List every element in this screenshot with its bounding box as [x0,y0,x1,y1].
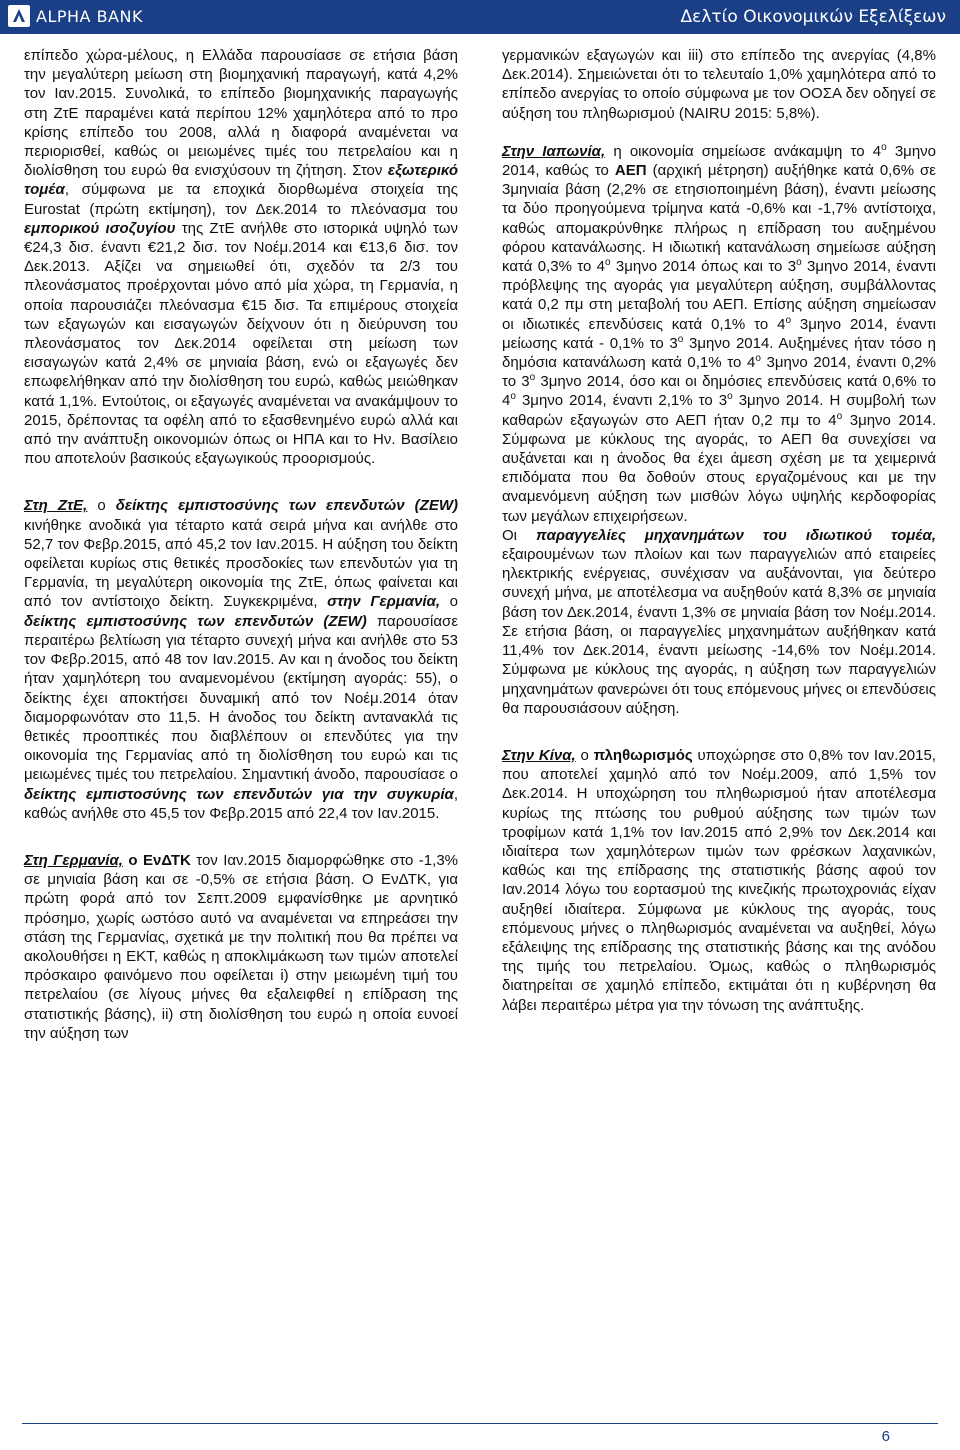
right-column [502,46,936,1015]
alpha-bank-logo-icon [8,5,30,27]
paragraph-japan-orders: Οι παραγγελίες μηχανημάτων του ιδιωτικού τομέα, εξαιρουμένων των πλοίων και των παραγγελιών από εταιρείες ηλεκτρικής ενέργειας, συνέχισαν να αυξάνονται, για δεύτερο συνεχή μήνα, με αποτέλεσμα να αυξηθούν κατά 8,3% σε μηνιαία βάση τον Δεκ.2014, έναντι 1,3% σε μηνιαία βάση τον Νοέμ.2014. Σε ετήσια βάση, οι παραγγελίες μηχανημάτων αυξήθηκαν κατά 11,4% τον Δεκ.2014, έναντι μείωσης -14,6% τον Νοέμ.2014. Σύμφωνα με κύκλους της αγοράς, η αύξηση των παραγγελιών μηχανημάτων φανερώνει ότι τους επόμενους μήνες οι επενδύσεις θα παρουσιάσουν αύξηση. [502,526,936,717]
paragraph-germany-cont: γερμανικών εξαγωγών και iii) στο επίπεδο της ανεργίας (4,8% Δεκ.2014). Σημειώνεται ότι το τελευταίο 1,0% χαμηλότερα από το επίπεδο ανεργίας το οποίο σύμφωνα με τον ΟΟΣΑ δεν οδηγεί σε αύξηση του πληθωρισμού (NAIRU 2015: 5,8%). [502,47,936,122]
header-bar [0,0,960,34]
paragraph-japan-gdp: Στην Ιαπωνία, η οικονομία σημείωσε ανάκαμψη το $4^o$ 3μηνο 2014, καθώς το ΑΕΠ (αρχική μέτρηση) αυξήθηκε κατά 0,6% σε 3μηνιαία βάση (2,2% σε ετησιοποιημένη βάση), έναντι μείωσης τα δύο προηγούμενα τρίμηνα κατά -0,6% και -1,7% αντίστοιχα, καθώς απομακρύνθηκε πλήρως η επίδραση του αυξημένου φόρου κατανάλωσης. Η ιδιωτική κατανάλωση σημείωσε αύξηση κατά 0,3% το $4^o$ 3μηνο 2014 όπως και το $3^o$ 3μηνο 2014, έναντι πρόβλεψης της αγοράς για μεγαλύτερη αύξηση, συμβάλλοντας κατά 0,2 πμ στη μεταβολή του ΑΕΠ. Επίσης αύξηση σημείωσαν οι ιδιωτικές επενδύσεις κατά 0,1% το $4^o$ 3μηνο 2014, έναντι μείωσης κατά - 0,1% το $3^o$ 3μηνο 2014. Αυξημένες ήταν τόσο η δημόσια κατανάλωση κατά 0,1% το $4^o$ 3μηνο 2014, έναντι 0,2% το $3^o$ 3μηνο 2014, όσο και οι δημόσιες επενδύσεις κατά 0,6% το $4^o$ 3μηνο 2014, έναντι 2,1% το $3^o$ 3μηνο 2014. Η συμβολή των καθαρών εξαγωγών στο ΑΕΠ ήταν 0,2 πμ το $4^o$ 3μηνο 2014. Σύμφωνα με κύκλους της αγοράς, το ΑΕΠ θα συνεχίσει να αυξάνεται και η άνοδος θα έχει άμεση σχέση με τα χειμερινά επιδόματα που θα δοθούν στους εργαζομένους και με την αναμενόμενη αύξηση των μισθών λόγω υψηλής κερδοφορίας των μεγάλων επιχειρήσεων. [502,141,937,525]
paragraph-production-trade: επίπεδο χώρα-μέλους, η Ελλάδα παρουσίασε σε ετήσια βάση την μεγαλύτερη μείωση στη βιομηχανική παραγωγή, κατά 4,2% τον Ιαν.2015. Συνολικά, το επίπεδο βιομηχανικής παραγωγής στη ΖτΕ παραμένει κατά περίπου 12% χαμηλότερα από το προ κρίσης επίπεδο του 2008, αλλά η διαφορά αναμένεται να περιορισθεί, καθώς οι μειωμένες τιμές του πετρελαίου και η διολίσθηση του ευρώ θα ενισχύσουν τη ζήτηση. Στον εξωτερικό τομέα, σύμφωνα με τα εποχικά διορθωμένα στοιχεία της Eurostat (πρώτη εκτίμηση), τον Δεκ.2014 το πλεόνασμα του εμπορικού ισοζυγίου της ΖτΕ ανήλθε στο ιστορικά υψηλό των €24,3 δισ. έναντι €21,2 δισ. τον Νοέμ.2014 και €13,6 δισ. τον Δεκ.2013. Αξίζει να σημειωθεί ότι, σχεδόν τα 2/3 του πλεονάσματος προέρχονται μόνο από μία χώρα, τη Γερμανία, η οποία παρουσιάζει πλεόνασμα €15 δισ. Τα επιμέρους στοιχεία των εξαγωγών και εισαγωγών δείχνουν ότι η διεύρυνση του πλεονάσματος τον Δεκ.2014 οφείλεται στη μείωση των εισαγωγών κατά 2,4% σε μηνιαία βάση, ενώ οι εξαγωγές δεν επωφελήθηκαν από την διολίσθηση του ευρώ, καθώς μειώθηκαν κατά 1,1%. Εντούτοις, οι εξαγωγές αναμένεται να ανακάμψουν το 2015, δρέποντας τα οφέλη από το εξασθενημένο ευρώ αλλά και από την ανάπτυξη οικονομιών όπως οι ΗΠΑ και το Ην. Βασίλειο που αποτελούν βασικούς εξαγωγικούς προορισμούς. [24,47,458,468]
brand-name: ALPHA BANK [36,7,143,26]
paragraph-germany-hicp: Στη Γερμανία, ο ΕνΔΤΚ τον Ιαν.2015 διαμορφώθηκε στο -1,3% σε μηνιαία βάση και σε -0,5% σε ετήσια βάση. Ο ΕνΔΤΚ, για πρώτη φορά από τον Σεπτ.2009 εμφανίσθηκε με αρνητικό πρόσημο, χωρίς ωστόσο αυτό να αναμένεται να επηρεάσει την στάση της Γερμανίας, σχετικά με την πολιτική που θα πρέπει να ακολουθήσει η ΕΚΤ, καθώς η αποκλιμάκωση των τιμών αποτελεί πρόσκαιρο φαινόμενο που οφείλεται i) στην μειωμένη τιμή του πετρελαίου (σε λίγους μήνες θα εξαλειφθεί η επίδραση της στατιστικής βάσης), ii) στη διολίσθηση του ευρώ η οποία ευνοεί την αύξηση των [24,851,458,1042]
bulletin-title: Δελτίο Οικονομικών Εξελίξεων [680,7,946,27]
left-column [24,46,458,1043]
paragraph-zew: Στη ΖτΕ, ο δείκτης εμπιστοσύνης των επενδυτών (ZEW) κινήθηκε ανοδικά για τέταρτο κατά σειρά μήνα και ανήλθε στο 52,7 τον Φεβρ.2015, από 45,2 τον Ιαν.2015. Η αύξηση του δείκτη οφείλεται κυρίως στις θετικές προσδοκίες των επενδυτών για τη Γερμανία, τη μεγαλύτερη οικονομία της ΖτΕ, όπως φαίνεται και από τον αντίστοιχο δείκτη. Συγκεκριμένα, στην Γερμανία, ο δείκτης εμπιστοσύνης των επενδυτών (ZEW) παρουσίασε περαιτέρω βελτίωση για τέταρτο συνεχή μήνα και ανήλθε στο 53 τον Φεβρ.2015, από 48 τον Ιαν.2015. Αν και η άνοδος του δείκτη ήταν χαμηλότερη του αναμενομένου (εκτίμηση αγοράς: 55), ο δείκτης έχει αποκτήσει δυναμική από τον Νοέμ.2014 όταν διαμορφωνόταν στο 11,5. Η άνοδος του δείκτη αντανακλά τις θετικές προοπτικές που διαβλέπουν οι επενδύτες για την οικονομία της Γερμανίας από τη διολίσθηση του ευρώ και τις μειωμένες τιμές του πετρελαίου. Σημαντική άνοδο, παρουσίασε ο δείκτης εμπιστοσύνης των επενδυτών για την συγκυρία, καθώς ανήλθε στο 45,5 τον Φεβρ.2015 από 22,4 τον Ιαν.2015. [24,497,459,822]
footer-divider [22,1423,938,1424]
paragraph-china-inflation: Στην Κίνα, ο πληθωρισμός υποχώρησε στο 0,8% τον Ιαν.2015, που αποτελεί χαμηλό από τον Νοέμ.2009, από 1,5% τον Δεκ.2014. Η υποχώρηση του πληθωρισμού ήταν αποτέλεσμα κυρίως της πτώσης του ρυθμού αύξησης των τιμών των τροφίμων κατά 1,1% τον Ιαν.2015 από 2,9% τον Δεκ.2014 και ιδιαίτερα των χαμηλότερων τιμών των φρέσκων λαχανικών, καθώς και της επίδρασης της στατιστικής βάσης αφού τον Ιαν.2014 λόγω του εορτασμού της κινεζικής πρωτοχρονιάς είχαν αυξηθεί ιδιαίτερα. Σύμφωνα με κύκλους της αγοράς, τους επόμενους μήνες ο πληθωρισμός αναμένεται να αυξηθεί, λόγω εξάλειψης της επίδρασης της στατιστικής βάσης και της ανόδου της τιμής του πετρελαίου. Όμως, καθώς ο πληθωρισμός διατηρείται σε χαμηλό επίπεδο, εκτιμάται ότι η κυβέρνηση θα λάβει περαιτέρω μέτρα για την τόνωση της ανάπτυξης. [502,746,936,1014]
page-number: 6 [881,1428,890,1445]
